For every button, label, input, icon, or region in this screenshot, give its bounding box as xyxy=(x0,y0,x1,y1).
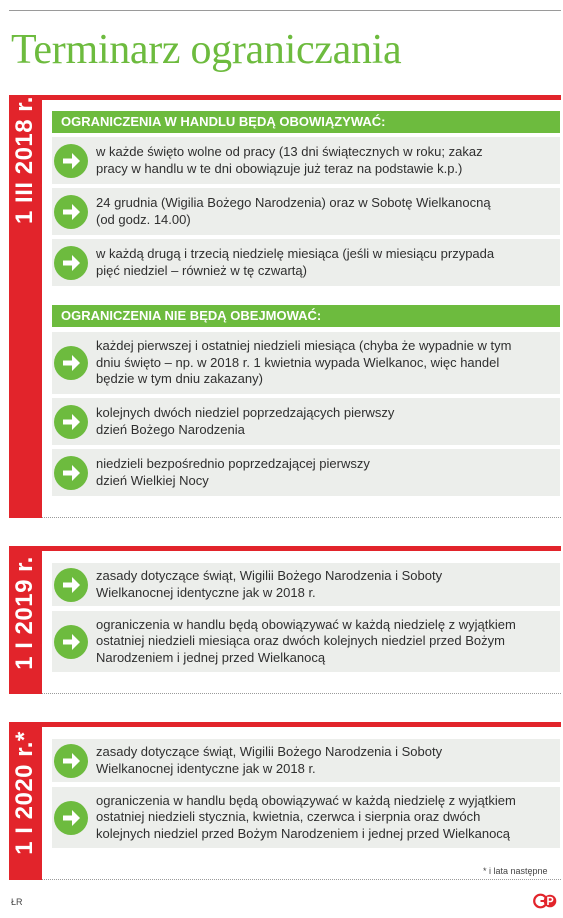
section-date-label: 1 III 2018 r. xyxy=(11,96,38,224)
section-date-label: 1 I 2020 r.* xyxy=(11,731,38,855)
group-heading: OGRANICZENIA W HANDLU BĘDĄ OBOWIĄZYWAĆ: xyxy=(52,111,560,133)
group-heading: OGRANICZENIA NIE BĘDĄ OBEJMOWAĆ: xyxy=(52,305,560,327)
list-item xyxy=(52,611,560,672)
arrow-right-circle-icon xyxy=(54,246,88,280)
section-divider xyxy=(9,546,561,551)
item-text: zasady dotyczące świąt, Wigilii Bożego Narodzenia i Soboty Wielkanocnej identyczne jak w 2018 r. xyxy=(96,568,443,600)
item-text: niedzieli bezpośrednio poprzedzającej pierwszy dzień Wielkiej Nocy xyxy=(96,456,370,488)
page-title: Terminarz ograniczania xyxy=(11,27,402,73)
item-text: zasady dotyczące świąt, Wigilii Bożego Narodzenia i Soboty Wielkanocnej identyczne jak w 2018 r. xyxy=(96,744,443,776)
top-rule xyxy=(9,10,561,11)
section-divider xyxy=(9,722,561,727)
arrow-right-circle-icon xyxy=(54,744,88,778)
section-end-rule xyxy=(42,693,561,694)
publisher-logo xyxy=(533,893,557,914)
author-credit: ŁR xyxy=(11,897,23,907)
item-text: każdej pierwszej i ostatniej niedzieli miesiąca (chyba że wypadnie w tym dniu święto – np. w 2018 r. 1 kwietnia wypada Wielkanoc, więc handel będzie w tym dniu zakazany) xyxy=(96,338,512,387)
arrow-right-circle-icon xyxy=(54,568,88,602)
list-item xyxy=(52,398,560,445)
arrow-right-circle-icon xyxy=(54,346,88,380)
arrow-right-circle-icon xyxy=(54,625,88,659)
footnote: * i lata następne xyxy=(483,866,548,876)
item-text: ograniczenia w handlu będą obowiązywać w każdą niedzielę z wyjątkiem ostatniej niedzieli stycznia, kwietnia, czerwca i sierpnia oraz dwóch kolejnych niedziel przed Bożym Narodzeniem i jednej przed Wielkanocą xyxy=(96,792,516,841)
arrow-right-circle-icon xyxy=(54,456,88,490)
item-text: w każde święto wolne od pracy (13 dni świątecznych w roku; zakaz pracy w handlu w te dni obowiązuje już teraz na podstawie k.p.) xyxy=(96,144,483,176)
list-item xyxy=(52,137,560,184)
section-divider xyxy=(9,95,561,100)
section-end-rule xyxy=(42,879,561,880)
list-item xyxy=(52,739,560,782)
arrow-right-circle-icon xyxy=(54,144,88,178)
arrow-right-circle-icon xyxy=(54,405,88,439)
section-end-rule xyxy=(42,517,561,518)
item-text: ograniczenia w handlu będą obowiązywać w każdą niedzielę z wyjątkiem ostatniej niedzieli miesiąca oraz dwóch kolejnych niedziel przed Bożym Narodzeniem i jednej przed Wielkanocą xyxy=(96,616,516,665)
arrow-right-circle-icon xyxy=(54,801,88,835)
arrow-right-circle-icon xyxy=(54,195,88,229)
item-text: 24 grudnia (Wigilia Bożego Narodzenia) oraz w Sobotę Wielkanocną (od godz. 14.00) xyxy=(96,195,491,227)
list-item xyxy=(52,787,560,848)
section-date-label: 1 I 2019 r. xyxy=(11,556,38,670)
item-text: w każdą drugą i trzecią niedzielę miesiąca (jeśli w miesiącu przypada pięć niedziel – również w tę czwartą) xyxy=(96,246,495,278)
item-text: kolejnych dwóch niedziel poprzedzających pierwszy dzień Bożego Narodzenia xyxy=(96,405,395,437)
list-item xyxy=(52,449,560,496)
list-item xyxy=(52,332,560,394)
list-item xyxy=(52,563,560,606)
list-item xyxy=(52,188,560,235)
list-item xyxy=(52,239,560,286)
